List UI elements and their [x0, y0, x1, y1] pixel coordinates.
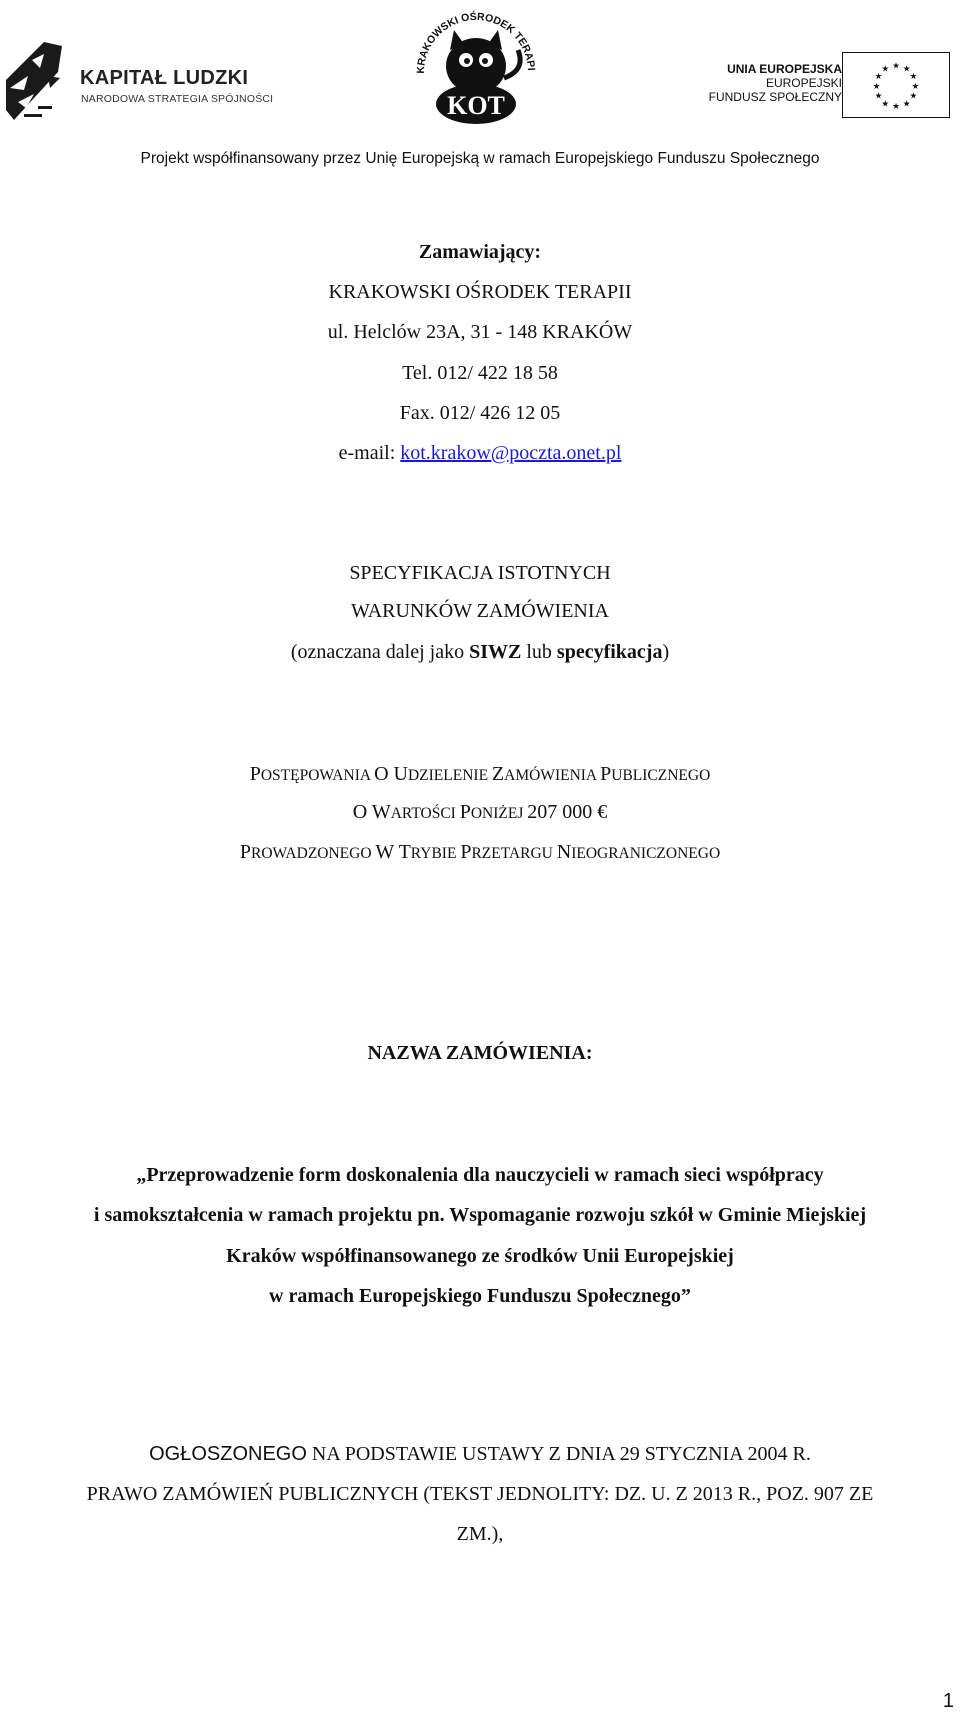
sc-value: 207 000 € — [527, 801, 608, 823]
contracting-tel: Tel. 012/ 422 18 58 — [402, 362, 558, 384]
sc-rest: IEOGRANICZONEGO — [571, 845, 721, 862]
sc-rest: RYBIE — [410, 845, 461, 862]
legal-line-3: ZM.), — [456, 1523, 504, 1545]
sc-cap: P — [600, 763, 612, 785]
eu-line-3: FUNDUSZ SPOŁECZNY — [708, 90, 842, 104]
sc-rest: RZETARGU — [471, 845, 557, 862]
legal-basis: NA PODSTAWIE USTAWY Z DNIA 29 STYCZNIA 2004 R. — [306, 1443, 811, 1465]
svg-text:★: ★ — [902, 64, 911, 75]
spec-title-line-2: WARUNKÓW ZAMÓWIENIA — [351, 600, 609, 622]
spec-line3-post: ) — [662, 641, 670, 663]
spec-title-line-1: SPECYFIKACJA ISTOTNYCH — [349, 562, 611, 584]
contracting-label: Zamawiający: — [418, 241, 542, 263]
sc-rest: ONIŻEJ — [470, 805, 528, 822]
eu-flag-icon — [842, 52, 950, 118]
kapital-ludzki-mark-icon — [4, 40, 68, 126]
email-link[interactable]: kot.krakow@poczta.onet.pl — [400, 442, 622, 464]
kapital-ludzki-subtitle: NARODOWA STRATEGIA SPÓJNOŚCI — [81, 93, 274, 105]
svg-text:★: ★ — [874, 72, 883, 83]
sc-cap: P — [249, 763, 261, 785]
sc-cap: O — [374, 763, 394, 785]
spec-siwz: SIWZ — [469, 641, 522, 663]
order-title-line-3: Kraków współfinansowanego ze środków Unii Europejskiej — [226, 1245, 734, 1267]
legal-announced: OGŁOSZONEGO — [149, 1443, 307, 1465]
sc-rest: ROWADZONEGO — [250, 845, 376, 862]
svg-text:★: ★ — [909, 91, 918, 102]
spec-line3-mid: lub — [521, 641, 557, 663]
sc-rest: DZIELENIE — [407, 767, 492, 784]
contracting-address: ul. Helclów 23A, 31 - 148 KRAKÓW — [327, 321, 633, 343]
svg-text:★: ★ — [872, 81, 881, 92]
order-label: NAZWA ZAMÓWIENIA: — [367, 1042, 593, 1064]
svg-text:★: ★ — [902, 99, 911, 110]
eu-text — [709, 62, 842, 104]
sc-rest: AMÓWIENIA — [504, 767, 601, 784]
sc-cap: P — [460, 841, 472, 863]
contracting-fax: Fax. 012/ 426 12 05 — [399, 402, 561, 424]
svg-text:★: ★ — [892, 61, 900, 72]
spec-title-line-3 — [0, 640, 960, 664]
cofinancing-note: Projekt współfinansowany przez Unię Europejską w ramach Europejskiego Funduszu Społecznego — [140, 150, 820, 167]
sc-cap: P — [459, 801, 471, 823]
kapital-ludzki-title: KAPITAŁ LUDZKI — [80, 67, 249, 89]
svg-text:★: ★ — [874, 91, 883, 102]
order-title-line-4: w ramach Europejskiego Funduszu Społecznego” — [269, 1285, 691, 1307]
contracting-name: KRAKOWSKI OŚRODEK TERAPII — [328, 281, 632, 303]
legal-line-1 — [0, 1442, 960, 1466]
sc-cap: O — [352, 801, 372, 823]
procedure-line-3 — [0, 840, 960, 866]
sc-cap: P — [239, 841, 251, 863]
svg-text:★: ★ — [892, 102, 900, 113]
svg-text:★: ★ — [881, 64, 890, 75]
svg-text:★: ★ — [881, 99, 890, 110]
procedure-line-1 — [0, 762, 960, 788]
sc-rest: ARTOŚCI — [390, 805, 460, 822]
page-number: 1 — [942, 1690, 954, 1712]
kot-logo — [406, 0, 546, 126]
sc-cap: W — [375, 841, 399, 863]
sc-cap: U — [393, 763, 408, 785]
eu-line-2: EUROPEJSKI — [765, 76, 842, 90]
sc-cap: W — [371, 801, 391, 823]
kot-arc-text: KRAKOWSKI OŚRODEK TERAPI — [414, 10, 537, 74]
svg-text:★: ★ — [909, 72, 918, 83]
kapital-ludzki-logo — [4, 40, 294, 126]
eu-line-1: UNIA EUROPEJSKA — [727, 62, 842, 76]
kot-label: KOT — [447, 91, 505, 120]
sc-cap: T — [398, 841, 411, 863]
sc-rest: OSTĘPOWANIA — [260, 767, 375, 784]
sc-rest: UBLICZNEGO — [611, 767, 711, 784]
order-title-line-2: i samokształcenia w ramach projektu pn. Wspomaganie rozwoju szkół w Gminie Miejskiej — [93, 1204, 867, 1226]
svg-text:★: ★ — [911, 81, 920, 92]
document-header — [0, 0, 960, 130]
spec-line3-pre: (oznaczana dalej jako — [290, 641, 470, 663]
email-label: e-mail: — [338, 442, 401, 464]
spec-specyfikacja: specyfikacja — [556, 641, 663, 663]
procedure-line-2 — [0, 800, 960, 826]
legal-line-2: PRAWO ZAMÓWIEŃ PUBLICZNYCH (TEKST JEDNOLITY: DZ. U. Z 2013 R., POZ. 907 ZE — [86, 1483, 874, 1505]
sc-cap: Z — [491, 763, 505, 785]
contracting-email-line — [0, 441, 960, 465]
sc-cap: N — [556, 841, 572, 863]
order-title-line-1: „Przeprowadzenie form doskonalenia dla nauczycieli w ramach sieci współpracy — [136, 1164, 824, 1186]
eu-logo — [660, 50, 960, 122]
